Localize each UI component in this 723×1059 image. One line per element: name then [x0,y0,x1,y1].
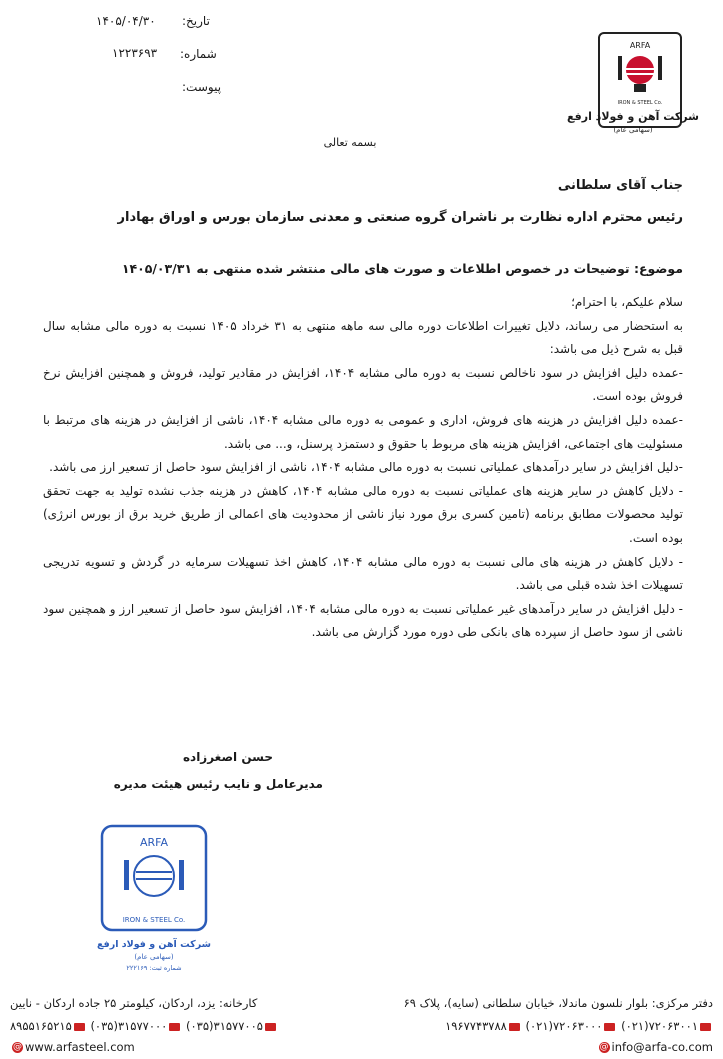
addressee-name: جناب آقای سلطانی [557,178,683,193]
footer-addresses [10,996,713,1010]
body-paragraph: به استحضار می رساند، دلایل تغییرات اطلاعات دوره مالی سه ماهه منتهی به ۳۱ خرداد ۱۴۰۵ نسبت به دوره مالی مشابه سال قبل به شرح ذیل می باشد: [43,318,683,357]
body-paragraph: - دلایل کاهش در سایر هزینه های عملیاتی نسبت به دوره مالی مشابه ۱۴۰۴، کاهش در هزینه جذب نشده تولید به جهت تحقق تولید محصولات مطابق برنامه (تامین کسری برق مورد نیاز ناشی از محدودیت های اعمالی از طریق خرید برق از بورس انرژی) بوده است. [43,483,683,545]
office-phone-2: (۰۲۱)۷۲۰۶۳۰۰۰ [525,1019,603,1033]
number-value: ۱۲۲۳۶۹۳ [112,46,158,60]
email-icon: @ [599,1042,609,1052]
office-phone-1: (۰۲۱)۷۲۰۶۳۰۰۱ [621,1019,698,1033]
mail-icon [509,1023,520,1031]
office-address: دفتر مرکزی: بلوار نلسون ماندلا، خیابان سلطانی (سایه)، پلاک ۶۹ [403,996,713,1010]
email-link[interactable]: info@arfa-co.com [611,1040,713,1054]
logo-emblem-icon [600,34,680,114]
attachment-label: پیوست: [182,80,222,94]
web-icon: @ [13,1042,22,1052]
basmala: بسمه تعالی [323,136,377,149]
company-stamp [96,824,214,974]
letter-body [43,291,683,645]
office-postal: ۱۹۶۷۷۴۳۷۸۸ [445,1019,507,1033]
company-name: شرکت آهن و فولاد ارفع [567,110,699,123]
stamp-caption: IRON & STEEL Co. [122,916,186,924]
body-paragraph: -دلیل افزایش در سایر درآمدهای عملیاتی نسبت به دوره مالی مشابه ۱۴۰۴، ناشی از افزایش سود حاصل از تسعیر ارز می باشد. [49,460,683,475]
date-value: ۱۴۰۵/۰۴/۳۰ [96,14,156,28]
phone-icon [604,1023,615,1031]
body-paragraph: - دلیل افزایش در سایر درآمدهای غیر عملیاتی نسبت به دوره مالی مشابه ۱۴۰۴، افزایش سود حاصل از تسعیر ارز و همچنین سود ناشی از سود حاصل از سپرده های بانکی طی دوره مورد گزارش می باشد. [43,601,683,640]
factory-phone-2: (۰۳۵)۳۱۵۷۷۰۰۰ [90,1019,168,1033]
stamp-emblem-icon [96,824,214,974]
factory-phone-1: (۰۳۵)۳۱۵۷۷۰۰۵ [186,1019,263,1033]
company-type: (سهامی عام) [613,126,653,134]
signatory-title: مدیرعامل و نایب رئیس هیئت مدیره [113,777,323,791]
number-label: شماره: [180,47,217,61]
body-paragraph: سلام علیکم، با احترام؛ [571,295,683,309]
logo-caption: IRON & STEEL Co. [617,100,663,106]
footer-web [10,1040,713,1054]
body-paragraph: -عمده دلیل افزایش در سود ناخالص نسبت به دوره مالی مشابه ۱۴۰۴، افزایش در مقادیر تولید، فروش و همچنین افزایش نرخ فروش بوده است. [43,365,683,404]
fax-icon [700,1023,711,1031]
fax-icon [265,1023,276,1031]
logo-brand-letters: ARFA [629,41,651,50]
stamp-brand-letters: ARFA [139,836,169,849]
stamp-company-type: (سهامی عام) [134,953,174,961]
mail-icon [74,1023,85,1031]
stamp-company-name: شرکت آهن و فولاد ارفع [97,939,211,950]
addressee-title: رئیس محترم اداره نظارت بر ناشران گروه صنعتی و معدنی سازمان بورس و اوراق بهادار [117,210,683,225]
body-paragraph: -عمده دلیل افزایش در هزینه های فروش، اداری و عمومی به دوره مالی مشابه ۱۴۰۴، ناشی از افزایش در هزینه های مرتبط با مسئولیت های اجتماعی، افزایش هزینه های مربوط با حقوق و دستمزد پرسنل، و... می باشد. [43,412,683,451]
signatory-name: حسن اصغرزاده [182,750,273,764]
date-label: تاریخ: [182,14,210,28]
website-link[interactable]: www.arfasteel.com [25,1040,135,1054]
footer-phones [10,1019,713,1033]
phone-icon [169,1023,180,1031]
factory-postal: ۸۹۵۵۱۶۵۲۱۵ [10,1019,72,1033]
letter-subject: موضوع: توضیحات در خصوص اطلاعات و صورت های مالی منتشر شده منتهی به ۱۴۰۵/۰۳/۳۱ [121,261,683,276]
body-paragraph: - دلایل کاهش در هزینه های مالی نسبت به دوره مالی مشابه ۱۴۰۴، کاهش اخذ تسهیلات سرمایه در گردش و تسویه تدریجی تسهیلات اخذ شده قبلی می باشد. [43,554,683,593]
stamp-registration: شماره ثبت: ۲۲۲۱۶۹ [126,964,182,972]
factory-address: کارخانه: یزد، اردکان، کیلومتر ۲۵ جاده اردکان - نایین [10,996,258,1010]
